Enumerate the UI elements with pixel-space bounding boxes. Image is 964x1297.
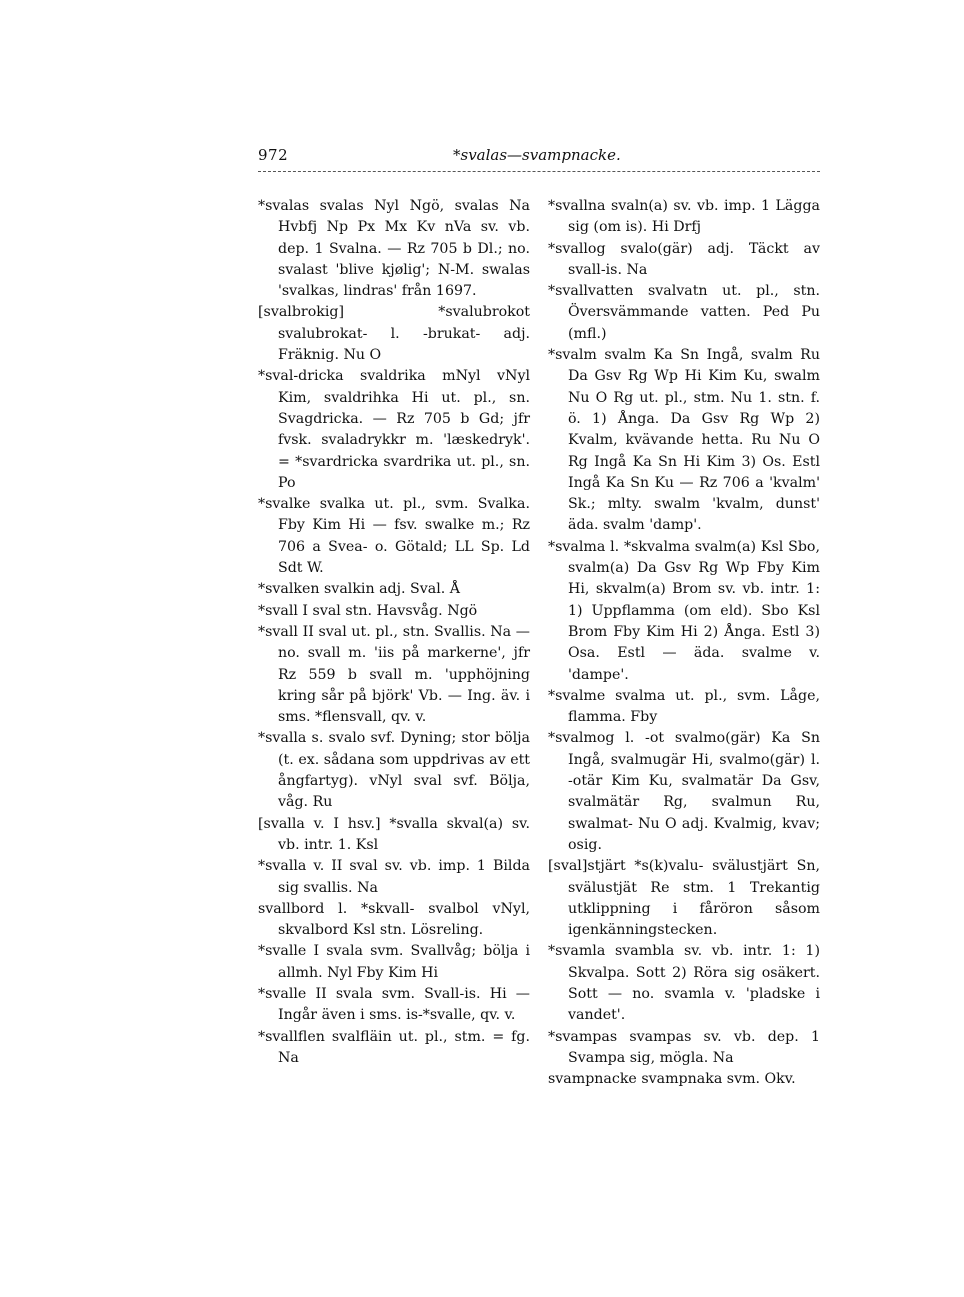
dictionary-entry: *svamla svambla sv. vb. intr. 1: 1) Skvalpa. Sott 2) Röra sig osäkert. Sott — no. svamla v. 'pladske i vandet'.	[548, 943, 820, 1024]
dictionary-entry: *svalke svalka ut. pl., svm. Svalka. Fby Kim Hi — fsv. swalke m.; Rz 706 a Svea- o. Götald; LL Sp. Ld Sdt W.	[258, 496, 530, 577]
dictionary-entry: [sval]stjärt *s(k)valu- svälustjärt Sn, svälustjät Re stm. 1 Trekantig utklippning i fåröron såsom igenkänningstecken.	[548, 858, 820, 939]
left-column	[258, 196, 530, 1069]
dictionary-entry: *svalle I svala svm. Svallvåg; bölja i allmh. Nyl Fby Kim Hi	[258, 943, 530, 981]
page-number: 972	[258, 146, 289, 164]
dictionary-entry: *svalma l. *skvalma svalm(a) Ksl Sbo, svalm(a) Da Gsv Rg Wp Fby Kim Hi, skvalm(a) Brom sv. vb. intr. 1: 1) Uppflamma (om eld). Sbo Ksl Brom Fby Kim Hi 2) Ånga. Estl 3) Osa. Estl — äda. svalme v. 'dampe'.	[548, 538, 820, 683]
dictionary-entry: *svalmog l. -ot svalmo(gär) Ka Sn Ingå, svalmugär Hi, svalmo(gär) l. -otär Kim Ku, svalmatär Da Gsv, svalmätär Rg, svalmun Ru, swalmat- Nu O adj. Kvalmig, kvav; osig.	[548, 730, 820, 853]
dictionary-entry: [svalla v. I hsv.] *svalla skval(a) sv. vb. intr. 1. Ksl	[258, 815, 530, 853]
dictionary-entry: *svalla v. II sval sv. vb. imp. 1 Bilda sig svallis. Na	[258, 858, 530, 896]
dictionary-entry: *svallog svalo(gär) adj. Täckt av svall-is. Na	[548, 240, 820, 278]
dictionary-entry: *svalla s. svalo svf. Dyning; stor bölja (t. ex. sådana som uppdrivas av ett ångfartyg). vNyl sval svf. Bölja, våg. Ru	[258, 730, 530, 811]
dictionary-entry: *svalken svalkin adj. Sval. Å	[258, 581, 461, 598]
dictionary-entry: *svall I sval stn. Havsvåg. Ngö	[258, 602, 478, 619]
dictionary-entry: *sval-dricka svaldrika mNyl vNyl Kim, svaldrihka Hi ut. pl., sn. Svagdricka. — Rz 705 b Gd; jfr fvsk. svaladrykkr m. 'læskedryk'. = *svardricka svardrika ut. pl., sn. Po	[258, 368, 530, 491]
header-rule	[258, 171, 820, 172]
dictionary-entry: *svalm svalm Ka Sn Ingå, svalm Ru Da Gsv Rg Wp Hi Kim Ku, swalm Nu O Rg ut. pl., stm. Nu 1. stn. f. ö. 1) Ånga. Da Gsv Rg Wp 2) Kvalm, kvävande hetta. Ru Nu O Rg Ingå Ka Sn Hi Kim 3) Os. Estl Ingå Ka Sn Ku — Rz 706 a 'kvalm' Sk.; mlty. swalm 'kvalm, dunst' äda. svalm 'damp'.	[548, 347, 820, 534]
running-head: *svalas—svampnacke.	[453, 146, 621, 164]
dictionary-entry: *svallna svaln(a) sv. vb. imp. 1 Lägga sig (om is). Hi Drfj	[548, 198, 820, 236]
page-header	[258, 146, 820, 174]
dictionary-entry: *svalas svalas Nyl Ngö, svalas Na Hvbfj Np Px Mx Kv nVa sv. vb. dep. 1 Svalna. — Rz 705 b Dl.; no. svalast 'blive kjølig'; N-M. swalas 'svalkas, lindras' från 1697.	[258, 198, 530, 300]
dictionary-entry: *svall II sval ut. pl., stn. Svallis. Na — no. svall m. 'iis på markerne', jfr Rz 559 b svall m. 'upphöjning kring sår på björk' Vb. — Ing. äv. i sms. *flensvall, qv. v.	[258, 623, 530, 726]
dictionary-entry: *svampas svampas sv. vb. dep. 1 Svampa sig, mögla. Na	[548, 1028, 820, 1066]
right-column	[548, 196, 820, 1090]
dictionary-entry: *svalme svalma ut. pl., svm. Låge, flamma. Fby	[548, 687, 820, 726]
dictionary-entry: svallbord l. *skvall- svalbol vNyl, skvalbord Ksl stn. Lösreling.	[258, 900, 530, 939]
dictionary-entry: *svalle II svala svm. Svall-is. Hi — Ingår även i sms. is-*svalle, qv. v.	[258, 985, 530, 1024]
dictionary-entry: svampnacke svampnaka svm. Okv.	[548, 1071, 796, 1088]
dictionary-entry: *svallvatten svalvatn ut. pl., stn. Översvämmande vatten. Ped Pu (mfl.)	[548, 283, 820, 342]
dictionary-entry: *svallflen svalfläin ut. pl., stm. = fg. Na	[258, 1028, 530, 1066]
dictionary-entry: [svalbrokig] *svalubrokot svalubrokat- l. -brukat- adj. Fräknig. Nu O	[258, 304, 530, 364]
